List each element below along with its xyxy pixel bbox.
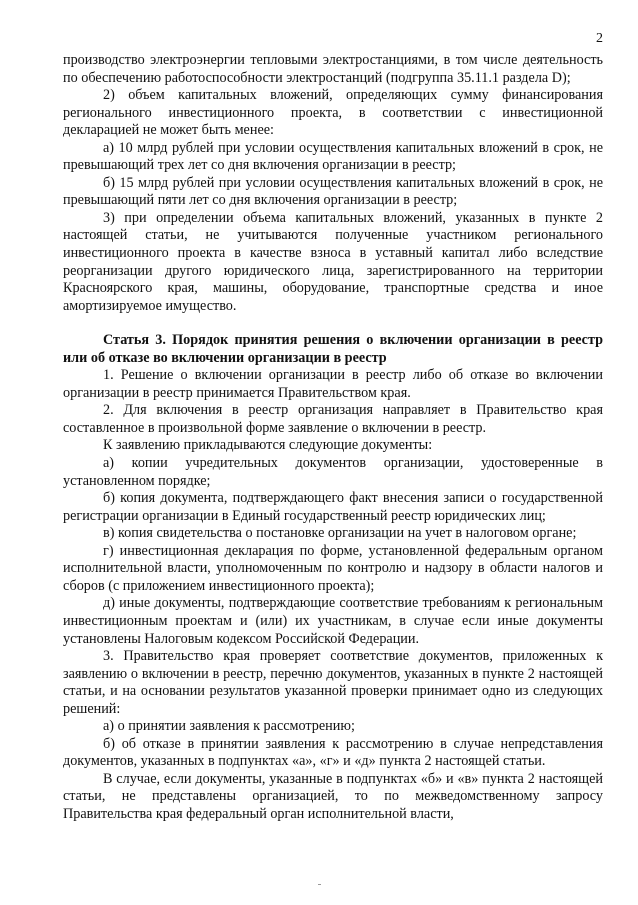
paragraph: производство электроэнергии тепловыми электростанциями, в том числе деятельность по обеспечению работоспособности электростанций (подгруппа 35.11.1 раздела D); <box>63 52 603 86</box>
spacer <box>63 315 603 332</box>
page-number: 2 <box>596 31 603 46</box>
paragraph: 3) при определении объема капитальных вложений, указанных в пункте 2 настоящей статьи, не учитываются полученные участником регионального инвестиционного проекта в качестве взноса в уставный капитал либо вследствие реорганизации другого юридического лица, зарегистрированного на территории Красноярского края, машины, оборудование, транспортные средства и иное амортизируемое имущество. <box>63 209 603 314</box>
list-item: г) инвестиционная декларация по форме, установленной федеральным органом исполнительной власти, уполномоченным по контролю и надзору в области налогов и сборов (с приложением инвестиционного проекта); <box>63 542 603 594</box>
list-item: б) копия документа, подтверждающего факт внесения записи о государственной регистрации организации в Единый государственный реестр юридических лиц; <box>63 490 603 524</box>
scan-mark <box>318 884 321 885</box>
paragraph: а) 10 млрд рублей при условии осуществления капитальных вложений в срок, не превышающий трех лет со дня включения организации в реестр; <box>63 139 603 174</box>
paragraph: 2) объем капитальных вложений, определяющих сумму финансирования регионального инвестиционного проекта, в соответствии с инвестиционной декларацией не может быть менее: <box>63 87 603 139</box>
paragraph: В случае, если документы, указанные в подпунктах «б» и «в» пункта 2 настоящей статьи, не представлены организацией, то по межведомственному запросу Правительства края федеральный орган исполнительной власти, <box>63 770 603 822</box>
paragraph: б) 15 млрд рублей при условии осуществления капитальных вложений в срок, не превышающий пяти лет со дня включения организации в реестр; <box>63 174 603 209</box>
list-item: а) о принятии заявления к рассмотрению; <box>103 718 355 735</box>
paragraph: К заявлению прикладываются следующие документы: <box>103 437 433 454</box>
article-heading: Статья 3. Порядок принятия решения о включении организации в реестр или об отказе во включении организации в реестр <box>63 332 603 366</box>
paragraph: 2. Для включения в реестр организация направляет в Правительство края составленное в произвольной форме заявление о включении в реестр. <box>63 402 603 436</box>
list-item: д) иные документы, подтверждающие соответствие требованиям к региональным инвестиционным проектам и (или) их участникам, в случае если иные документы установлены Налоговым кодексом Российской Федерации. <box>63 595 603 647</box>
list-item: в) копия свидетельства о постановке организации на учет в налоговом органе; <box>103 525 577 542</box>
list-item: б) об отказе в принятии заявления к рассмотрению в случае непредставления документов, указанных в подпунктах «а», «г» и «д» пункта 2 настоящей статьи. <box>63 735 603 770</box>
paragraph: 3. Правительство края проверяет соответствие документов, приложенных к заявлению о включении в реестр, перечню документов, указанных в пункте 2 настоящей статьи, и на основании результатов указанной проверки принимает одно из следующих решений: <box>63 648 603 717</box>
document-body <box>63 52 603 824</box>
list-item: а) копии учредительных документов организации, удостоверенные в установленном порядке; <box>63 455 603 489</box>
paragraph: 1. Решение о включении организации в реестр либо об отказе во включении организации в реестр принимается Правительством края. <box>63 367 603 401</box>
